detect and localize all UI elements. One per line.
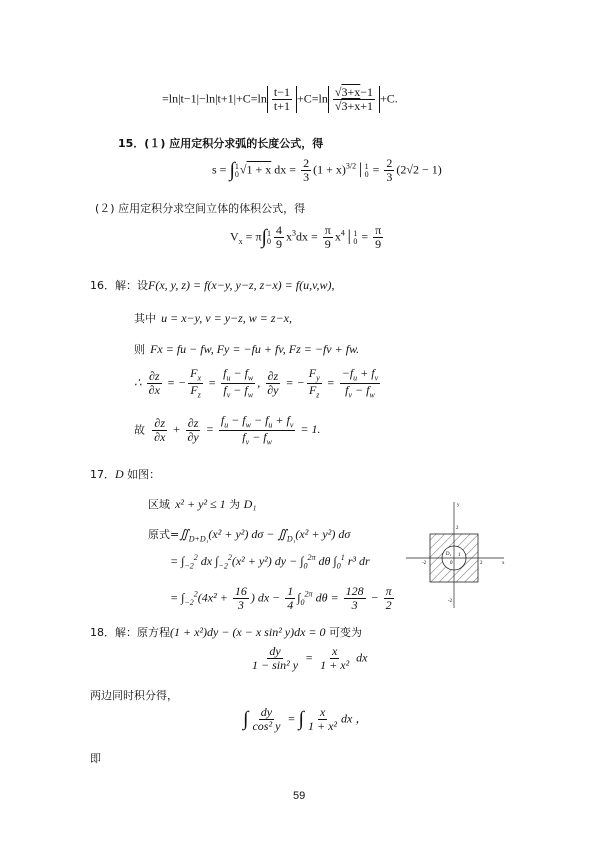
section-18-both-sides: 两边同时积分得，	[90, 689, 178, 702]
s16-then-label: 则	[134, 343, 145, 356]
equation-17-line1: 原式$=∬_{D+D_1}(x^2 + y^2) d\sigma$ − $∬_{D_1}(x^2 + y^2)$ dσ	[148, 527, 351, 544]
s17-num: 17．	[90, 468, 115, 481]
equation-15-volume: $V_x = \pi\int$ 1 0 $\frac{4}{9}$ $x^3dx$ = $\frac{\pi}{9}$ $x^4│$ 1 0 = $\frac{\pi}{9}$	[230, 223, 382, 252]
label-2-right: 2	[480, 561, 483, 566]
section-17-region	[148, 493, 256, 512]
s18-intro-math: (1 + x²)dy − (x − x sin² y)dx = 0	[170, 625, 326, 639]
eq-top-mid: +C=ln	[297, 91, 328, 106]
s16-then-math: Fx = fu − fw, Fy = −fu + fv, Fz = −fv + fw.	[150, 342, 360, 356]
section-16-intro	[90, 274, 335, 293]
s17-region-label: 区域	[148, 498, 170, 511]
region-figure	[404, 498, 508, 610]
s17-region-D1: D₁	[243, 497, 257, 511]
s18-intro-end: 可变为	[325, 626, 363, 639]
s17-text: 如图：	[123, 468, 161, 481]
equation-17-line3: = $\int_{-2}^2(4x^2$ + $\frac{16}{3}$ ) dx − $\frac{1}{4}$ $\int_0^{2\pi}$ dθ = $\frac{128}{3}$ − $\frac{\pi}{2}$	[170, 584, 392, 613]
page-number: 59	[293, 790, 306, 802]
label-0: 0	[450, 561, 453, 566]
label-neg2-bottom: -2	[448, 599, 453, 604]
section-16-where	[134, 307, 292, 326]
label-y: y	[457, 503, 460, 508]
equation-18-separated: $\frac{dy}{\text{1 − sin² y}}$ = $\frac{x}{\text{1 + x²}}$ dx	[252, 644, 368, 673]
label-D1: D₁	[446, 552, 452, 557]
equation-16-partials: ∴ $\frac{\partial z}{\partial x}$ = − $\frac{F_x}{F_z}$ = $\frac{f_u - f_w}{f_v - f_w}$ , $\frac{\partial z}{\partial y}$ = − $\frac{F_y}{F_z}$ = $\frac{-f_u + f_v}{f_v - f_w}$	[134, 366, 379, 400]
label-neg2-left: -2	[422, 561, 427, 566]
section-18-ji: 即	[90, 752, 101, 765]
label-1: 1	[458, 553, 461, 558]
s17-D: D	[115, 467, 124, 481]
label-2-top: 2	[456, 526, 459, 531]
label-x: x	[502, 561, 505, 566]
s17-orig-label: 原式=	[148, 528, 180, 541]
s16-intro-math: F(x, y, z) = f(x−y, y−z, z−x) = f(u,v,w),	[148, 278, 335, 292]
section-18-intro	[90, 621, 362, 640]
s16-so-label: 故	[134, 423, 145, 437]
equation-15-arc-length: s = ∫ 1 0 √1 + x dx = $\frac{2}{3}$ $(1 + x)^{3/2}│$ 1 0 = $\frac{2}{3}$ (2√2 − 1)	[212, 156, 442, 185]
eq-top-text: =ln|t−1|−ln|t+1|+C=ln	[162, 91, 267, 106]
s17-region-math: x² + y² ≤ 1	[175, 497, 226, 511]
section-15-part2: (２) 应用定积分求空间立体的体积公式，得	[95, 202, 306, 215]
equation-17-line2: = $\int_{-2}^2$ dx $\int_{-2}^2(x^2 + y^2)$ dy − $\int_0^{2\pi}$ dθ $\int_0^1$ r³ dr	[170, 553, 370, 571]
s16-intro-label: 16．解：设	[90, 279, 148, 292]
abs-fraction-1: $\frac{t-1}{t+1}$	[267, 86, 297, 113]
equation-16-conclusion: 故 $\frac{\partial z}{\partial x}$ + $\frac{\partial z}{\partial y}$ = $\frac{f_u - f_w - f_u + f_v}{f_v - f_w}$ = 1.	[134, 413, 321, 447]
therefore-symbol: ∴	[134, 375, 142, 390]
abs-fraction-2: $\frac{√3+x-1}{√3+x+1}$	[328, 86, 380, 113]
equation-top	[162, 86, 398, 113]
s16-where-label: 其中	[134, 312, 156, 325]
s17-region-as: 为	[225, 498, 244, 511]
section-15-part1: 15．(１) 应用定积分求弧的长度公式，得	[118, 137, 324, 150]
s18-intro-label: 18．解：原方程	[90, 626, 170, 639]
section-17-intro	[90, 463, 160, 482]
equation-18-integral: ∫ $\frac{dy}{\text{cos² y}}$ = ∫ $\frac{x}{\text{1 + x²}}$ dx ，	[243, 705, 368, 734]
section-16-then	[134, 338, 359, 357]
s16-where-math: u = x−y, v = y−z, w = z−x,	[161, 311, 292, 325]
eq-top-end: +C.	[380, 91, 398, 106]
